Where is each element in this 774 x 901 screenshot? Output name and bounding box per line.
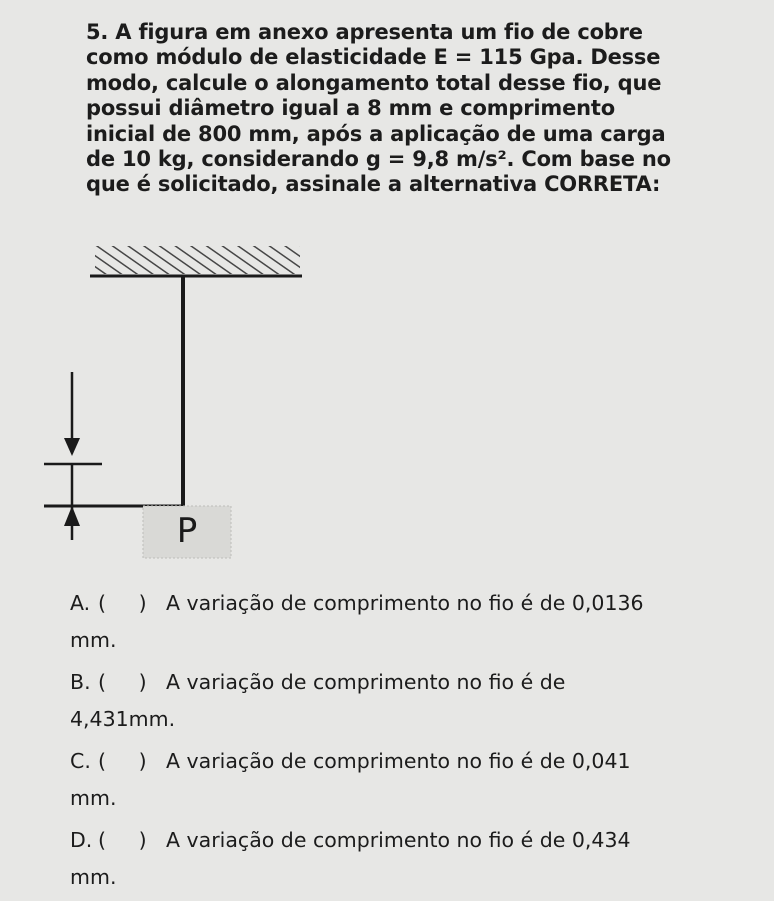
option-d[interactable] (70, 822, 760, 896)
option-letter: C. (70, 749, 91, 773)
wire-diagram (40, 240, 320, 570)
option-first-line (70, 664, 760, 701)
option-checkbox[interactable]: ( ) (98, 749, 147, 773)
option-letter: A. (70, 591, 91, 615)
option-text: A variação de comprimento no fio é de 0,041 (166, 749, 631, 773)
option-c[interactable] (70, 743, 760, 817)
option-first-line (70, 585, 760, 622)
option-text-continued: mm. (70, 786, 117, 810)
question-text (86, 20, 770, 198)
option-text-continued: mm. (70, 865, 117, 889)
question-line: inicial de 800 mm, após a aplicação de uma carga (86, 121, 666, 146)
option-text-continued: 4,431mm. (70, 707, 176, 731)
load-label: P (176, 511, 198, 551)
option-letter: D. (70, 828, 93, 852)
option-checkbox[interactable]: ( ) (98, 670, 147, 694)
answer-options (70, 585, 760, 901)
question-line: que é solicitado, assinale a alternativa CORRETA: (86, 172, 661, 197)
option-text: A variação de comprimento no fio é de (166, 670, 566, 694)
option-a[interactable] (70, 585, 760, 659)
option-checkbox[interactable]: ( ) (98, 591, 147, 615)
option-b[interactable] (70, 664, 760, 738)
option-text: A variação de comprimento no fio é de 0,434 (166, 828, 631, 852)
option-letter: B. (70, 670, 91, 694)
question-line: modo, calcule o alongamento total desse fio, que (86, 70, 662, 95)
option-checkbox[interactable]: ( ) (98, 828, 147, 852)
option-first-line (70, 743, 760, 780)
option-first-line (70, 822, 760, 859)
option-text: A variação de comprimento no fio é de 0,0136 (166, 591, 644, 615)
question-line: 5. A figura em anexo apresenta um fio de cobre (86, 20, 643, 44)
option-text-continued: mm. (70, 628, 117, 652)
fixed-support-hatch (95, 246, 300, 274)
question-line: como módulo de elasticidade E = 115 Gpa. Desse (86, 45, 661, 70)
question-line: possui diâmetro igual a 8 mm e comprimento (86, 96, 615, 121)
elongation-arrow-head-up (64, 506, 80, 526)
elongation-arrow-head-down (64, 438, 80, 456)
question-line: de 10 kg, considerando g = 9,8 m/s². Com base no (86, 147, 671, 172)
